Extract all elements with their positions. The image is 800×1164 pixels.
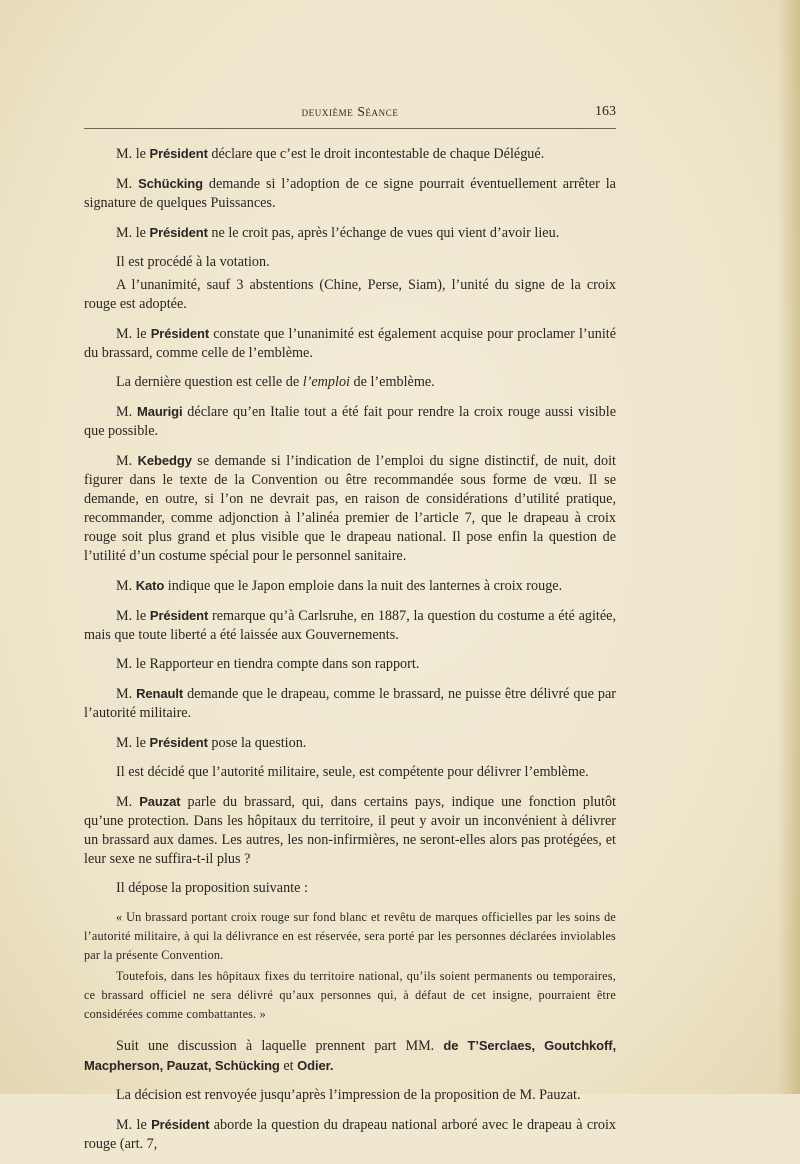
paragraph-text: M. le — [116, 326, 151, 342]
paragraph — [84, 223, 616, 243]
emphasis-text: l’emploi — [302, 374, 350, 390]
paragraph — [84, 373, 616, 392]
speaker-name: Président — [149, 735, 208, 750]
paragraph — [84, 733, 616, 753]
page-edge-shadow — [778, 0, 800, 1094]
paragraph-text: M. le — [116, 608, 150, 624]
paragraph-text: demande si l’adoption de ce signe pourrait éventuellement arrêter la signature de quelques Puissances. — [84, 176, 616, 211]
speaker-name: Président — [149, 146, 208, 161]
paragraph-text: M. — [116, 578, 136, 594]
paragraph-text: La dernière question est celle de — [116, 374, 303, 390]
speaker-name: Kebedgy — [137, 453, 192, 468]
proposal-quote — [84, 908, 616, 1024]
speaker-name: Président — [149, 225, 208, 240]
paragraph — [84, 684, 616, 723]
paragraph-text: A l’unanimité, sauf 3 abstentions (Chine, Perse, Siam), l’unité du signe de la croix rouge est adoptée. — [84, 277, 616, 312]
paragraph — [84, 1086, 616, 1105]
paragraph-text: déclare que c’est le droit incontestable de chaque Délégué. — [207, 146, 545, 162]
paragraph-text: M. le — [116, 735, 150, 751]
paragraph — [84, 576, 616, 596]
paragraph-text: Il dépose la proposition suivante : — [116, 880, 308, 896]
paragraph — [84, 606, 616, 645]
paragraph — [84, 174, 616, 213]
paragraph-text: M. le — [116, 146, 150, 162]
paragraph — [84, 253, 616, 272]
paragraph-text: M. — [116, 794, 140, 810]
speaker-name: Maurigi — [136, 404, 183, 419]
paragraph-text: déclare qu’en Italie tout a été fait pour rendre la croix rouge aussi visible que possible. — [84, 404, 616, 439]
closing-paragraphs — [84, 1036, 616, 1154]
paragraph — [84, 144, 616, 164]
paragraph-text: et — [279, 1058, 298, 1074]
paragraph — [84, 655, 616, 674]
paragraph — [84, 879, 616, 898]
minutes-paragraphs — [84, 144, 616, 898]
paragraph-text: ne le croit pas, après l’échange de vues qui vient d’avoir lieu. — [207, 225, 560, 241]
paragraph-text: M. le — [116, 225, 150, 241]
paragraph-text: indique que le Japon emploie dans la nuit des lanternes à croix rouge. — [164, 578, 563, 594]
paragraph-text: M. — [116, 176, 139, 192]
paragraph — [84, 324, 616, 363]
speaker-name: Président — [150, 326, 210, 341]
paragraph-text: Il est procédé à la votation. — [116, 254, 270, 270]
paragraph-text: M. le — [116, 1117, 152, 1133]
quote-paragraph: Toutefois, dans les hôpitaux fixes du territoire national, qu’ils soient permanents ou temporaires, ce brassard officiel ne sera délivré qu’aux personnes qui, à défaut de cet insigne, pourraient être considérées comme combattantes. » — [84, 969, 616, 1021]
paragraph-text: M. — [116, 453, 138, 469]
paragraph-text: M. le Rapporteur en tiendra compte dans son rapport. — [116, 656, 420, 672]
quote-paragraph: « Un brassard portant croix rouge sur fond blanc et revêtu de marques officielles par les soins de l’autorité militaire, à qui la délivrance en est réservée, sera porté par les personnes déclarées inviolables par la présente Convention. — [84, 910, 616, 962]
page-header — [84, 104, 616, 124]
paragraph-text: pose la question. — [207, 735, 307, 751]
paragraph-text: se demande si l’indication de l’emploi du signe distinctif, de nuit, doit figurer dans le texte de la Convention ou être recommandée sous forme de vœu. Il se demande, en outre, si l’on ne devrait pas, en raison de considérations d’utilité pratique, recommander, comme adjonction à l’alinéa premier de l’article 7, que le drapeau à croix rouge soit plus grand et plus visible que le drapeau national. Il pose enfin la question de l’utilité d’un costume spécial pour le personnel sanitaire. — [84, 453, 616, 564]
speaker-name: Kato — [135, 578, 165, 593]
page-number: 163 — [595, 104, 616, 119]
speaker-name: Odier. — [297, 1058, 334, 1073]
paragraph-text: Il est décidé que l’autorité militaire, seule, est compétente pour délivrer l’emblème. — [116, 764, 589, 780]
paragraph-text: parle du brassard, qui, dans certains pays, indique une fonction plutôt qu’une protection. Dans les hôpitaux du territoire, il peut y avoir un inconvénient à délivrer un brassard aux dames. Les autres, les non-infirmières, ne seront-elles alors pas protégées, et leur sexe ne suffira-t-il plus ? — [84, 794, 616, 867]
speaker-name: Pauzat — [139, 794, 181, 809]
speaker-name: Schücking — [138, 176, 203, 191]
speaker-name: Renault — [136, 686, 184, 701]
paragraph — [84, 276, 616, 314]
paragraph-text: demande que le drapeau, comme le brassard, ne puisse être délivré que par l’autorité militaire. — [84, 686, 616, 721]
paragraph-text: de l’emblème. — [350, 374, 435, 390]
paragraph-text: La décision est renvoyée jusqu’après l’impression de la proposition de M. Pauzat. — [116, 1087, 581, 1103]
paragraph-text: remarque qu’à Carlsruhe, en 1887, la question du costume a été agitée, mais que toute liberté a été laissée aux Gouvernements. — [84, 608, 616, 643]
paragraph-text: M. — [116, 686, 137, 702]
running-title: deuxième Séance — [301, 104, 399, 119]
header-rule — [84, 128, 616, 129]
paragraph-text: aborde la question du drapeau national arboré avec le drapeau à croix rouge (art. 7, — [84, 1117, 616, 1152]
paragraph — [84, 1036, 616, 1076]
paragraph — [84, 402, 616, 441]
paragraph-text: constate que l’unanimité est également acquise pour proclamer l’unité du brassard, comme celle de l’emblème. — [84, 326, 616, 361]
paragraph-text: M. — [116, 404, 137, 420]
speaker-name: de T’Serclaes, Goutchkoff, Macpherson, Pauzat, Schücking — [84, 1038, 616, 1073]
paragraph — [84, 1115, 616, 1154]
speaker-name: Président — [151, 1117, 210, 1132]
document-body — [84, 144, 616, 1164]
paragraph — [84, 792, 616, 869]
paragraph-text: Suit une discussion à laquelle prennent part MM. — [116, 1038, 444, 1054]
speaker-name: Président — [149, 608, 209, 623]
paragraph — [84, 451, 616, 566]
paragraph — [84, 763, 616, 782]
